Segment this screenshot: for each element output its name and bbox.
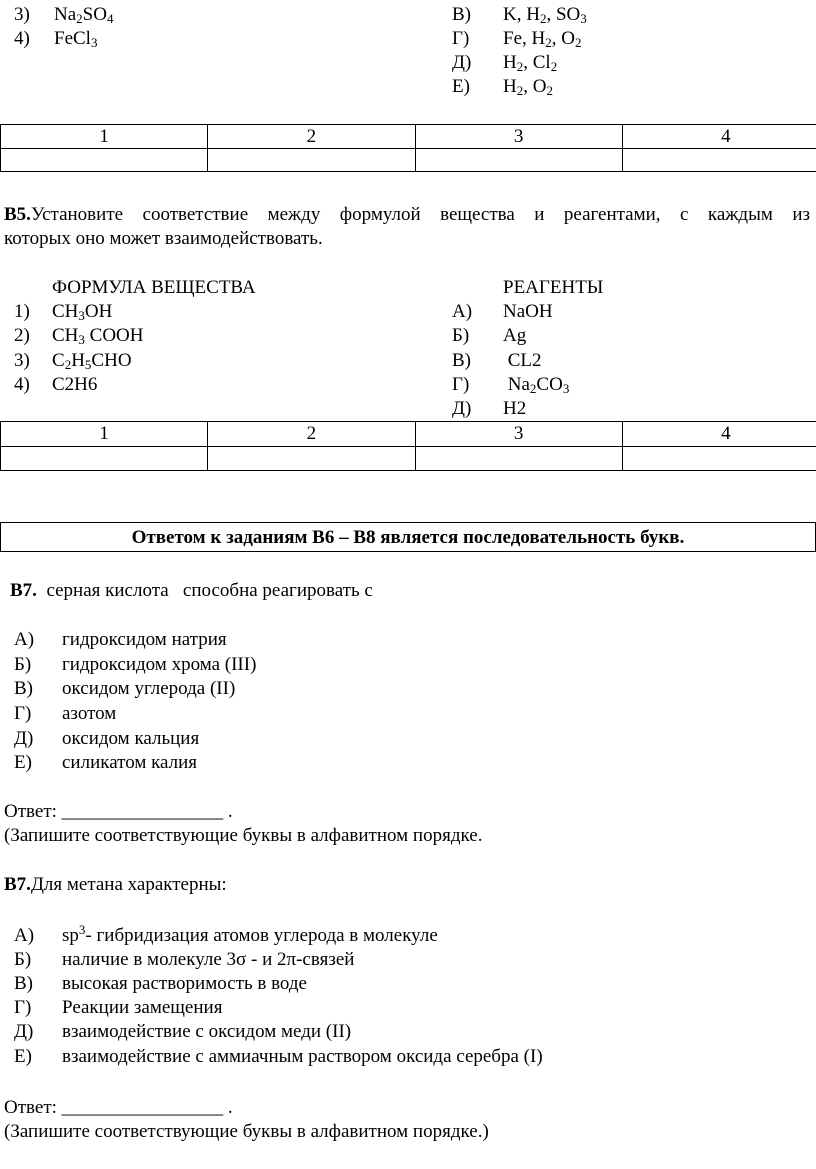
answer-table-2 <box>0 421 816 471</box>
answer-cell[interactable] <box>415 447 622 471</box>
reagent-item: H2 <box>503 398 527 419</box>
reagent-option: K, $H_2$, $SO_3$ <box>503 4 587 26</box>
table-header: 2 <box>208 125 415 149</box>
b5-question-line2: которых оно может взаимодействовать. <box>4 228 323 249</box>
option-letter: Д) <box>14 728 34 749</box>
option-text: гидроксидом натрия <box>62 629 227 650</box>
list-num: 4) <box>14 374 30 395</box>
option-letter: Е) <box>14 1046 32 1067</box>
option-letter: Е) <box>14 752 32 773</box>
option-letter: Б) <box>14 949 32 970</box>
answer-cell[interactable] <box>622 149 816 172</box>
option-text: силикатом калия <box>62 752 198 773</box>
option-letter: В) <box>14 678 33 699</box>
list-num: 1) <box>14 301 30 322</box>
list-letter: Б) <box>452 325 470 346</box>
option-text: оксидом углерода (II) <box>62 678 236 699</box>
list-letter: Е) <box>452 76 470 97</box>
b5-question-line1: В5.Установите соответствие между формулой вещества и реагентами, с каждым из <box>4 204 810 225</box>
answer-cell[interactable] <box>208 447 415 471</box>
table-header: 1 <box>1 125 208 149</box>
table-header: 4 <box>622 422 816 447</box>
list-letter: Г) <box>452 28 470 49</box>
option-text: Реакции замещения <box>62 997 223 1018</box>
answer-cell[interactable] <box>622 447 816 471</box>
option-text: взаимодействие с оксидом меди (II) <box>62 1021 352 1042</box>
reagent-item: $Na_2CO_3$ <box>503 374 570 396</box>
reagent-item: NaOH <box>503 301 553 322</box>
reagent-item: Ag <box>503 325 527 346</box>
option-text: наличие в молекуле 3σ - и 2π-связей <box>62 949 355 970</box>
answer-note-2: (Запишите соответствующие буквы в алфавитном порядке.) <box>4 1121 489 1142</box>
formula-column-header: ФОРМУЛА ВЕЩЕСТВА <box>52 277 256 298</box>
reagent-option: $H_2$, $Cl_2$ <box>503 52 558 74</box>
answer-table-1 <box>0 124 816 172</box>
option-letter: А) <box>14 629 35 650</box>
table-header: 1 <box>1 422 208 447</box>
option-letter: В) <box>14 973 33 994</box>
formula-item: $CH_3OH$ <box>52 301 113 323</box>
list-num: 4) <box>14 28 30 49</box>
option-text: высокая растворимость в воде <box>62 973 307 994</box>
option-text: $sp^3-$ гибридизация атомов углерода в молекуле <box>62 922 438 946</box>
section-banner: Ответом к заданиям В6 – В8 является последовательность букв. <box>0 522 816 552</box>
list-letter: А) <box>452 301 473 322</box>
answer-line-2[interactable]: Ответ: _________________ . <box>4 1097 233 1118</box>
list-letter: Д) <box>452 398 472 419</box>
option-letter: Д) <box>14 1021 34 1042</box>
reagent-option: $H_2$, $O_2$ <box>503 76 553 98</box>
list-letter: В) <box>452 350 471 371</box>
answer-cell[interactable] <box>208 149 415 172</box>
b7-question-2: В7.Для метана характерны: <box>4 874 227 895</box>
list-letter: В) <box>452 4 471 25</box>
list-num: 3) <box>14 4 30 25</box>
option-text: оксидом кальция <box>62 728 200 749</box>
formula-fecl3: FeCl$_3$ <box>54 28 98 50</box>
table-header: 2 <box>208 422 415 447</box>
answer-cell[interactable] <box>415 149 622 172</box>
table-header: 3 <box>415 125 622 149</box>
option-letter: А) <box>14 925 35 946</box>
formula-item: $C_2H_5CHO$ <box>52 350 132 372</box>
formula-na2so4: $Na_2SO_4$ <box>54 4 114 26</box>
option-letter: Г) <box>14 703 32 724</box>
table-header: 3 <box>415 422 622 447</box>
table-header: 4 <box>622 125 816 149</box>
option-letter: Б) <box>14 654 32 675</box>
formula-item: C2H6 <box>52 374 98 395</box>
b7-question-1: В7. серная кислота способна реагировать с <box>10 580 373 601</box>
reagent-option: Fe, $H_2$, $O_2$ <box>503 28 582 50</box>
reagent-item: CL2 <box>503 350 542 371</box>
option-text: гидроксидом хрома (III) <box>62 654 257 675</box>
list-num: 3) <box>14 350 30 371</box>
list-num: 2) <box>14 325 30 346</box>
answer-cell[interactable] <box>1 447 208 471</box>
reagent-column-header: РЕАГЕНТЫ <box>503 277 604 298</box>
answer-line-1[interactable]: Ответ: _________________ . <box>4 801 233 822</box>
list-letter: Д) <box>452 52 472 73</box>
option-letter: Г) <box>14 997 32 1018</box>
formula-item: $CH_3$ COOH <box>52 325 144 347</box>
option-text: азотом <box>62 703 117 724</box>
option-text: взаимодействие с аммиачным раствором оксида серебра (I) <box>62 1046 543 1067</box>
answer-cell[interactable] <box>1 149 208 172</box>
list-letter: Г) <box>452 374 470 395</box>
answer-note-1: (Запишите соответствующие буквы в алфавитном порядке. <box>4 825 483 846</box>
